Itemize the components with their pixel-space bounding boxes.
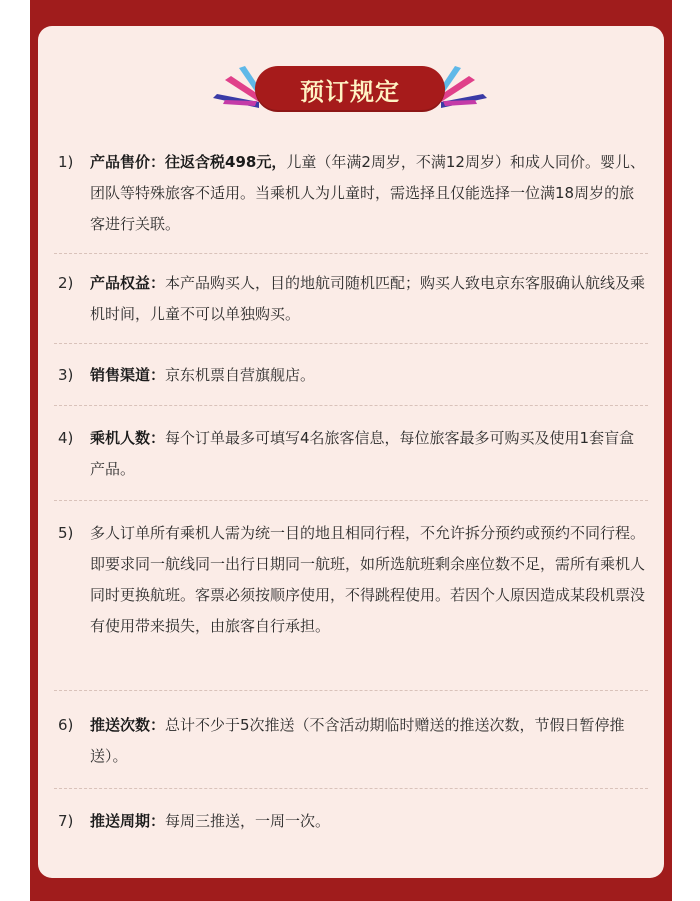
rule-text: 每周三推送，一周一次。 — [165, 812, 331, 830]
title-banner — [211, 64, 489, 116]
rule-number: 3) — [58, 366, 74, 384]
rule-text: 儿童（年满2周岁，不满12周岁）和成人同价。婴儿、团队等特殊旅客不适用。当乘机人为儿童时，需选择且仅能选择一位满18周岁的旅客进行关联。 — [90, 153, 645, 233]
rule-text: 多人订单所有乘机人需为统一目的地且相同行程，不允许拆分预约或预约不同行程。即要求同一航线同一出行日期同一航班，如所选航班剩余座位数不足，需所有乘机人同时更换航班。客票必须按顺序使用，不得跳程使用。若因个人原因造成某段机票没有使用带来损失，由旅客自行承担。 — [90, 524, 646, 635]
rule-text: 每个订单最多可填写4名旅客信息，每位旅客最多可购买及使用1套盲盒产品。 — [90, 429, 635, 478]
rule-label: 产品售价： — [90, 153, 166, 171]
rule-highlight: 往返含税498元， — [165, 153, 287, 171]
rule-number: 2) — [58, 274, 74, 292]
rule-body — [90, 710, 646, 772]
rule-body — [90, 360, 646, 391]
rule-body — [90, 423, 646, 485]
divider — [54, 405, 648, 406]
divider — [54, 690, 648, 691]
rule-label: 乘机人数： — [90, 429, 166, 447]
page-title: 预订规定 — [300, 77, 400, 106]
rule-label: 推送周期： — [90, 812, 166, 830]
divider — [54, 500, 648, 501]
rule-body — [90, 518, 646, 642]
rule-label: 销售渠道： — [90, 366, 166, 384]
rule-number: 7) — [58, 812, 74, 830]
title-pill — [255, 66, 445, 112]
rule-body — [90, 806, 646, 837]
rule-label: 推送次数： — [90, 716, 166, 734]
divider — [54, 788, 648, 789]
rule-number: 6) — [58, 716, 74, 734]
rule-label: 产品权益： — [90, 274, 166, 292]
rule-number: 5) — [58, 524, 74, 542]
divider — [54, 253, 648, 254]
rule-body — [90, 147, 646, 240]
rule-text: 本产品购买人，目的地航司随机匹配；购买人致电京东客服确认航线及乘机时间，儿童不可以单独购买。 — [90, 274, 646, 323]
rule-text: 总计不少于5次推送（不含活动期临时赠送的推送次数，节假日暂停推送）。 — [90, 716, 625, 765]
rule-body — [90, 268, 646, 330]
divider — [54, 343, 648, 344]
rule-number: 4) — [58, 429, 74, 447]
rule-number: 1) — [58, 153, 74, 171]
rule-text: 京东机票自营旗舰店。 — [165, 366, 316, 384]
